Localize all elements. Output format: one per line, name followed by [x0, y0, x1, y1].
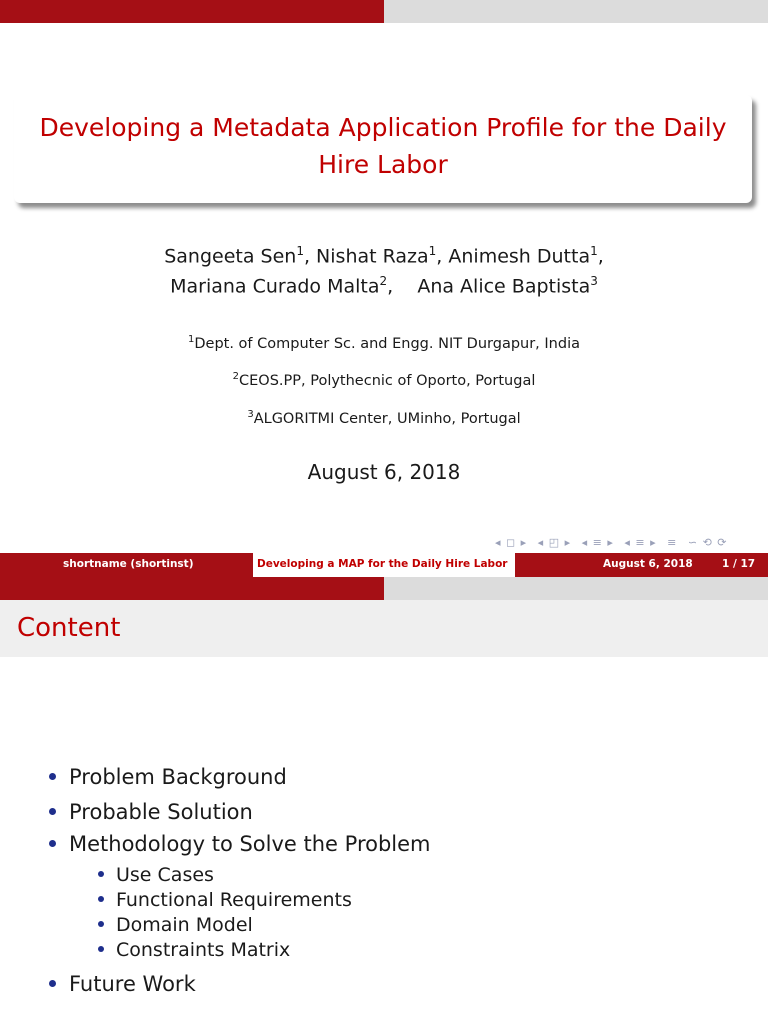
nav-search-icon[interactable]: ∽ ⟲ ⟳	[687, 536, 728, 549]
affiliation-sup: 2	[232, 371, 239, 382]
slide-footer	[0, 553, 768, 577]
author-affiliation-sup: 2	[379, 274, 388, 288]
authors-line-2	[0, 274, 768, 297]
sub-list-item-text: Functional Requirements	[116, 889, 352, 911]
author-separator: ,	[436, 245, 449, 268]
beamer-navigation[interactable]	[495, 536, 734, 549]
list-item	[49, 800, 253, 824]
footer-short-title: Developing a MAP for the Daily Hire Labor	[257, 558, 508, 570]
bullet-icon	[49, 773, 56, 780]
author-affiliation-sup: 1	[590, 244, 598, 258]
sub-bullet-icon	[98, 896, 104, 902]
slide-title-text: Developing a Metadata Application Profile for the Daily Hire Labor	[39, 113, 727, 179]
nav-section-icon[interactable]: ◂ ≡ ▸	[581, 536, 614, 549]
slide2-header-bar-gray	[384, 577, 768, 600]
nav-document-icon[interactable]: ◂ ≡ ▸	[624, 536, 657, 549]
footer-date: August 6, 2018	[603, 558, 693, 570]
footer-page-number: 1 / 17	[722, 558, 756, 570]
title-box	[14, 95, 752, 203]
author-name: Mariana Curado Malta	[170, 275, 380, 298]
author-name: Animesh Dutta	[448, 245, 591, 268]
author-separator: ,	[597, 245, 604, 268]
sub-bullet-icon	[98, 871, 104, 877]
affiliation-text: ALGORITMI Center, UMinho, Portugal	[253, 410, 521, 427]
list-item-text: Methodology to Solve the Problem	[69, 832, 431, 856]
sub-bullet-icon	[98, 946, 104, 952]
presentation-date: August 6, 2018	[307, 460, 461, 484]
nav-subsection-icon[interactable]: ◂ ◰ ▸	[537, 536, 572, 549]
sub-bullet-icon	[98, 921, 104, 927]
affiliation-3	[0, 409, 768, 427]
list-item	[49, 972, 196, 996]
frame-title: Content	[17, 613, 121, 643]
nav-appendix-icon[interactable]: ≡	[667, 536, 678, 549]
author-affiliation-sup: 1	[428, 244, 437, 258]
author-affiliation-sup: 1	[296, 244, 304, 258]
affiliation-text: CEOS.PP, Polythecnic of Oporto, Portugal	[239, 372, 536, 389]
author-separator: ,	[387, 275, 418, 298]
list-item	[49, 765, 287, 789]
author-name: Sangeeta Sen	[164, 245, 297, 268]
sub-list-item	[98, 914, 253, 936]
sub-list-item-text: Constraints Matrix	[116, 939, 291, 961]
header-bar-red	[0, 0, 384, 23]
list-item-text: Probable Solution	[69, 800, 253, 824]
sub-list-item-text: Use Cases	[116, 864, 214, 886]
author-name: Ana Alice Baptista	[417, 275, 591, 298]
bullet-icon	[49, 840, 56, 847]
sub-list-item	[98, 864, 214, 886]
slide2-header-bar-red	[0, 577, 384, 600]
list-item-text: Problem Background	[69, 765, 287, 789]
affiliation-sup: 1	[187, 334, 195, 345]
footer-short-author: shortname (shortinst)	[63, 558, 194, 570]
bullet-icon	[49, 980, 56, 987]
affiliation-1	[0, 334, 768, 352]
sub-list-item-text: Domain Model	[116, 914, 253, 936]
slide-title	[14, 109, 752, 183]
authors-line-1	[0, 244, 768, 267]
sub-list-item	[98, 889, 352, 911]
header-bar-gray	[384, 0, 768, 23]
sub-list-item	[98, 939, 290, 961]
affiliation-text: Dept. of Computer Sc. and Engg. NIT Durgapur, India	[194, 335, 580, 352]
affiliation-2	[0, 371, 768, 389]
nav-frame-icon[interactable]: ◂ ◻ ▸	[495, 536, 528, 549]
list-item	[49, 832, 431, 856]
author-separator: ,	[303, 245, 317, 268]
bullet-icon	[49, 808, 56, 815]
affiliation-sup: 3	[247, 409, 254, 420]
list-item-text: Future Work	[69, 972, 196, 996]
author-affiliation-sup: 3	[590, 274, 598, 288]
author-name: Nishat Raza	[316, 245, 429, 268]
